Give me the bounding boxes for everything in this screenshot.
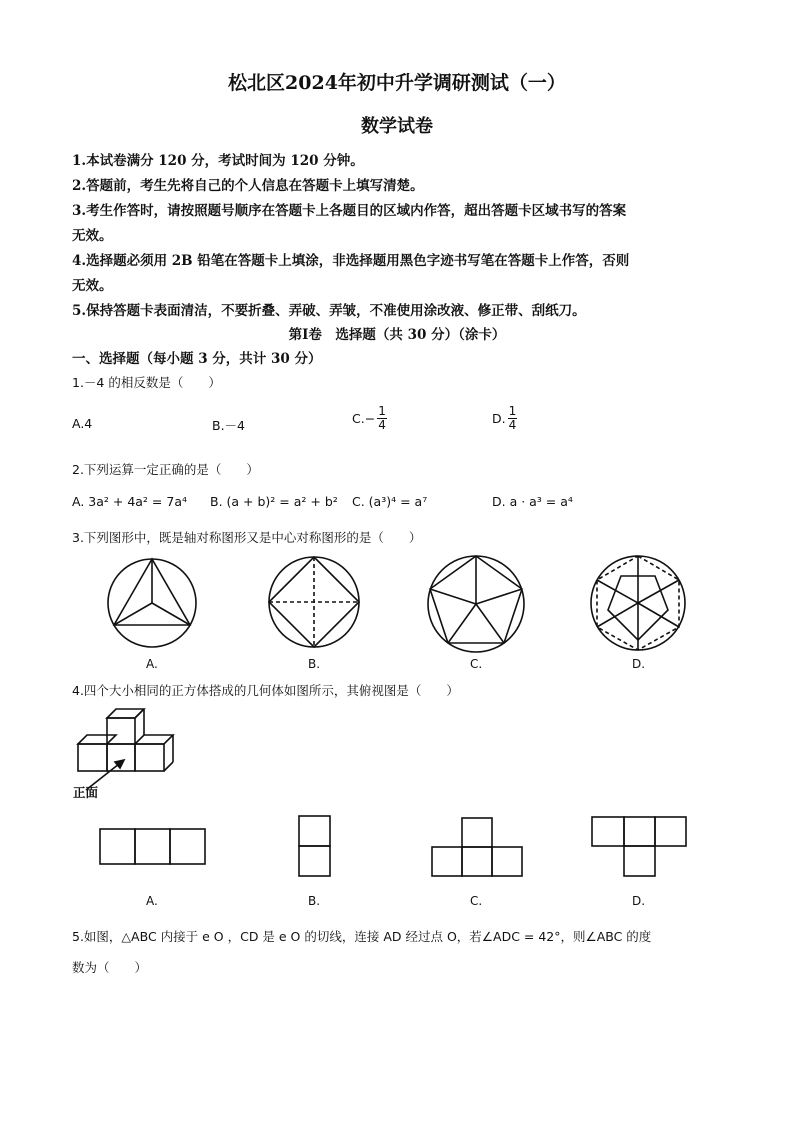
q1-stem: 1.－4 的相反数是（ ）	[72, 375, 221, 390]
instruction-4-cont: 无效。	[72, 278, 113, 294]
q4-stem: 4.四个大小相同的正方体搭成的几何体如图所示，其俯视图是（ ）	[72, 683, 459, 698]
q2-option-a: A. 3a² + 4a² = 7a⁴	[72, 494, 187, 509]
instruction-3: 3.考生作答时，请按照题号顺序在答题卡上各题目的区域内作答，超出答题卡区域书写的答案	[72, 203, 627, 219]
q2-stem: 2.下列运算一定正确的是（ ）	[72, 462, 259, 477]
exam-title: 松北区2024年初中升学调研测试（一）	[228, 72, 566, 94]
q3-label-c: C.	[470, 657, 483, 671]
q1-d-numerator: 1	[508, 404, 517, 418]
q3-stem: 3.下列图形中，既是轴对称图形又是中心对称图形的是（ ）	[72, 530, 422, 545]
q4-solid-figure	[78, 709, 173, 790]
q3-label-b: B.	[308, 657, 321, 671]
instruction-3-cont: 无效。	[72, 228, 113, 244]
q1-d-denominator: 4	[508, 418, 517, 433]
q2-option-d: D. a · a³ = a⁴	[492, 494, 573, 509]
q2-option-c: C. (a³)⁴ = a⁷	[352, 494, 428, 509]
q3-label-d: D.	[632, 657, 646, 671]
part-title: 一、选择题（每小题 3 分，共计 30 分）	[72, 351, 322, 367]
q1-option-a: A.4	[72, 416, 93, 431]
q4-figure-a	[100, 829, 205, 864]
section-header: 第Ⅰ卷 选择题（共 30 分）（涂卡）	[288, 327, 506, 343]
q3-label-a: A.	[146, 657, 158, 671]
q5-stem-line2: 数为（ ）	[72, 960, 148, 975]
instruction-4: 4.选择题必须用 2B 铅笔在答题卡上填涂，非选择题用黑色字迹书写笔在答题卡上作答，否则	[72, 253, 630, 269]
q4-figure-c	[432, 818, 522, 876]
q4-front-label: 正面	[73, 785, 99, 800]
instruction-1: 1.本试卷满分 120 分，考试时间为 120 分钟。	[72, 153, 364, 169]
q4-label-b: B.	[308, 894, 321, 908]
q2-option-b: B. (a + b)² = a² + b²	[210, 494, 338, 509]
q1-c-numerator: 1	[378, 404, 386, 418]
q1-option-c-prefix: C.−	[352, 411, 376, 427]
instruction-2: 2.答题前，考生先将自己的个人信息在答题卡上填写清楚。	[72, 178, 424, 194]
q1-option-b: B.－4	[212, 418, 246, 433]
instruction-5: 5.保持答题卡表面清洁，不要折叠、弄破、弄皱，不准使用涂改液、修正带、刮纸刀。	[72, 303, 586, 319]
q4-label-a: A.	[146, 894, 158, 908]
q4-label-c: C.	[470, 894, 483, 908]
q4-label-d: D.	[632, 894, 646, 908]
q4-figure-b	[299, 816, 330, 876]
exam-subtitle: 数学试卷	[361, 116, 433, 137]
q1-c-denominator: 4	[378, 418, 386, 433]
q1-option-d-prefix: D.	[492, 411, 506, 427]
q4-figure-d	[592, 817, 686, 876]
q5-stem-line1: 5.如图，△ABC 内接于 e O ，CD 是 e O 的切线，连接 AD 经过点 O，若∠ADC = 42°，则∠ABC 的度	[72, 929, 652, 944]
